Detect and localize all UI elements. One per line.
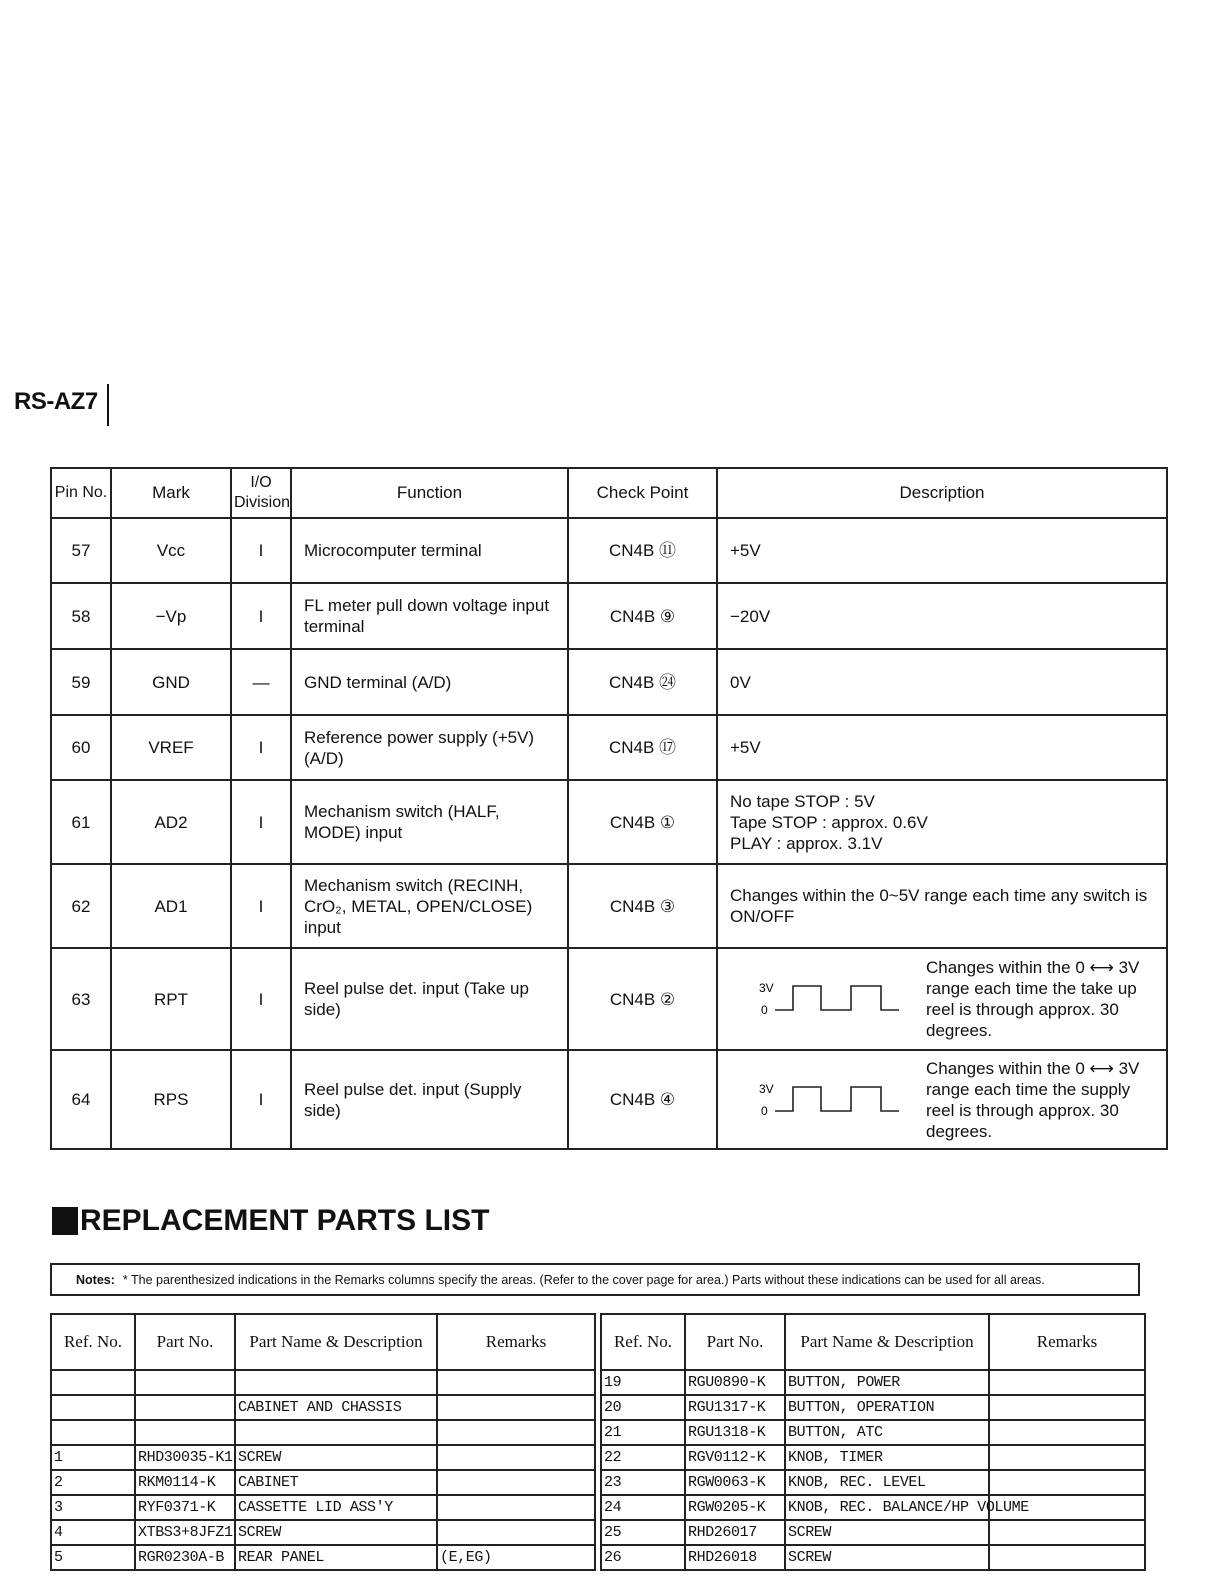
remarks bbox=[437, 1520, 595, 1545]
remarks bbox=[989, 1445, 1145, 1470]
pin-mark: AD2 bbox=[111, 780, 231, 864]
pin-description: Changes within the 0 ⟷ 3V range each time the supply reel is through approx. 30 degrees. bbox=[926, 1058, 1140, 1141]
table-row bbox=[51, 948, 1167, 1050]
pulse-waveform-diagram bbox=[730, 969, 920, 1029]
remarks bbox=[437, 1395, 595, 1420]
part-name: CABINET bbox=[235, 1470, 437, 1495]
table-row bbox=[51, 1520, 595, 1545]
pin-function-table bbox=[50, 467, 1168, 1150]
pin-description: +5V bbox=[717, 715, 1167, 780]
part-no: RGU0890-K bbox=[685, 1370, 785, 1395]
part-name: CASSETTE LID ASS'Y bbox=[235, 1495, 437, 1520]
pin-io: I bbox=[231, 715, 291, 780]
table-row bbox=[51, 780, 1167, 864]
table-row bbox=[51, 1420, 595, 1445]
pulse-wave bbox=[775, 1087, 899, 1111]
square-bullet-icon bbox=[52, 1207, 78, 1235]
pin-io: I bbox=[231, 948, 291, 1050]
pin-function: Mechanism switch (RECINH, CrO₂, METAL, OPEN/CLOSE) input bbox=[291, 864, 568, 948]
section-title-text: REPLACEMENT PARTS LIST bbox=[80, 1204, 490, 1237]
col-pin-no: Pin No. bbox=[51, 468, 111, 518]
pin-check-point: CN4B ④ bbox=[568, 1050, 717, 1149]
ref-no: 1 bbox=[51, 1445, 135, 1470]
header-divider bbox=[107, 384, 109, 426]
table-row bbox=[51, 1445, 595, 1470]
parts-table-left bbox=[50, 1313, 596, 1571]
wave-high-label: 3V bbox=[759, 981, 774, 995]
ref-no: 24 bbox=[601, 1495, 685, 1520]
pin-no: 60 bbox=[51, 715, 111, 780]
pin-check-point: CN4B ① bbox=[568, 780, 717, 864]
part-no: RGW0205-K bbox=[685, 1495, 785, 1520]
pin-io: I bbox=[231, 518, 291, 583]
part-name: KNOB, REC. LEVEL bbox=[785, 1470, 989, 1495]
pin-no: 64 bbox=[51, 1050, 111, 1149]
remarks: (E,EG) bbox=[437, 1545, 595, 1570]
part-no: RGU1318-K bbox=[685, 1420, 785, 1445]
part-name: REAR PANEL bbox=[235, 1545, 437, 1570]
part-no: RHD26018 bbox=[685, 1545, 785, 1570]
part-name: SCREW bbox=[785, 1545, 989, 1570]
pin-function: GND terminal (A/D) bbox=[291, 649, 568, 715]
col-part-name: Part Name & Description bbox=[785, 1314, 989, 1370]
part-no bbox=[135, 1420, 235, 1445]
notes-label: Notes: bbox=[76, 1272, 115, 1287]
table-row bbox=[51, 1470, 595, 1495]
pin-table-header bbox=[51, 468, 1167, 518]
pin-no: 58 bbox=[51, 583, 111, 649]
pin-description bbox=[717, 1050, 1167, 1149]
pin-io: I bbox=[231, 780, 291, 864]
remarks bbox=[989, 1545, 1145, 1570]
part-name bbox=[235, 1370, 437, 1395]
part-name: SCREW bbox=[235, 1520, 437, 1545]
description-line: PLAY : approx. 3.1V bbox=[730, 833, 883, 853]
ref-no: 20 bbox=[601, 1395, 685, 1420]
table-row bbox=[51, 1545, 595, 1570]
part-no: RHD30035-K1 bbox=[135, 1445, 235, 1470]
col-function: Function bbox=[291, 468, 568, 518]
ref-no: 25 bbox=[601, 1520, 685, 1545]
remarks bbox=[989, 1370, 1145, 1395]
pin-description: +5V bbox=[717, 518, 1167, 583]
ref-no: 22 bbox=[601, 1445, 685, 1470]
part-no bbox=[135, 1370, 235, 1395]
pin-io: I bbox=[231, 1050, 291, 1149]
table-row bbox=[601, 1420, 1145, 1445]
wave-high-label: 3V bbox=[759, 1081, 774, 1096]
table-row bbox=[51, 864, 1167, 948]
col-mark: Mark bbox=[111, 468, 231, 518]
remarks bbox=[437, 1445, 595, 1470]
pin-function: Reference power supply (+5V) (A/D) bbox=[291, 715, 568, 780]
pin-io: — bbox=[231, 649, 291, 715]
pin-check-point: CN4B ㉔ bbox=[568, 649, 717, 715]
pin-function: Reel pulse det. input (Take up side) bbox=[291, 948, 568, 1050]
table-row bbox=[51, 649, 1167, 715]
part-no: RGV0112-K bbox=[685, 1445, 785, 1470]
col-part-no: Part No. bbox=[135, 1314, 235, 1370]
table-row bbox=[601, 1470, 1145, 1495]
remarks bbox=[989, 1395, 1145, 1420]
pin-no: 59 bbox=[51, 649, 111, 715]
col-part-name: Part Name & Description bbox=[235, 1314, 437, 1370]
pin-io: I bbox=[231, 864, 291, 948]
ref-no: 23 bbox=[601, 1470, 685, 1495]
description-line: Tape STOP : approx. 0.6V bbox=[730, 812, 928, 832]
table-row bbox=[51, 518, 1167, 583]
ref-no bbox=[51, 1420, 135, 1445]
pin-no: 57 bbox=[51, 518, 111, 583]
remarks bbox=[437, 1370, 595, 1395]
pulse-waveform-diagram bbox=[730, 1070, 920, 1130]
part-no: RYF0371-K bbox=[135, 1495, 235, 1520]
ref-no: 4 bbox=[51, 1520, 135, 1545]
ref-no bbox=[51, 1370, 135, 1395]
col-ref-no: Ref. No. bbox=[601, 1314, 685, 1370]
pin-description: Changes within the 0 ⟷ 3V range each time the take up reel is through approx. 30 degrees. bbox=[926, 958, 1140, 1040]
part-name: SCREW bbox=[235, 1445, 437, 1470]
pin-check-point: CN4B ⑪ bbox=[568, 518, 717, 583]
pin-description bbox=[717, 780, 1167, 864]
remarks bbox=[989, 1520, 1145, 1545]
pin-mark: RPS bbox=[111, 1050, 231, 1149]
pin-no: 62 bbox=[51, 864, 111, 948]
section-title bbox=[52, 1204, 489, 1238]
part-no: RKM0114-K bbox=[135, 1470, 235, 1495]
col-remarks: Remarks bbox=[989, 1314, 1145, 1370]
pin-io: I bbox=[231, 583, 291, 649]
pin-mark: RPT bbox=[111, 948, 231, 1050]
parts-table-header bbox=[51, 1314, 595, 1370]
part-name: SCREW bbox=[785, 1520, 989, 1545]
part-name: KNOB, TIMER bbox=[785, 1445, 989, 1470]
part-no bbox=[135, 1395, 235, 1420]
remarks bbox=[989, 1420, 1145, 1445]
ref-no: 3 bbox=[51, 1495, 135, 1520]
table-row bbox=[51, 1395, 595, 1420]
table-row bbox=[601, 1370, 1145, 1395]
parts-table-right bbox=[600, 1313, 1146, 1571]
col-check-point: Check Point bbox=[568, 468, 717, 518]
ref-no: 2 bbox=[51, 1470, 135, 1495]
remarks bbox=[437, 1420, 595, 1445]
part-no: XTBS3+8JFZ1 bbox=[135, 1520, 235, 1545]
part-no: RGU1317-K bbox=[685, 1395, 785, 1420]
ref-no: 19 bbox=[601, 1370, 685, 1395]
pin-description: −20V bbox=[717, 583, 1167, 649]
pin-check-point: CN4B ② bbox=[568, 948, 717, 1050]
pulse-wave bbox=[775, 986, 899, 1010]
ref-no: 26 bbox=[601, 1545, 685, 1570]
table-row bbox=[51, 583, 1167, 649]
pin-check-point: CN4B ⑨ bbox=[568, 583, 717, 649]
pin-description: Changes within the 0~5V range each time any switch is ON/OFF bbox=[717, 864, 1167, 948]
part-name: CABINET AND CHASSIS bbox=[235, 1395, 437, 1420]
description-line: No tape STOP : 5V bbox=[730, 791, 875, 811]
pin-mark: AD1 bbox=[111, 864, 231, 948]
part-name: KNOB, REC. BALANCE/HP VOLUME bbox=[785, 1495, 989, 1520]
table-row bbox=[601, 1495, 1145, 1520]
table-row bbox=[51, 1370, 595, 1395]
part-no: RHD26017 bbox=[685, 1520, 785, 1545]
ref-no: 5 bbox=[51, 1545, 135, 1570]
remarks bbox=[437, 1495, 595, 1520]
table-row bbox=[51, 1495, 595, 1520]
pin-mark: −Vp bbox=[111, 583, 231, 649]
col-description: Description bbox=[717, 468, 1167, 518]
pin-check-point: CN4B ⑰ bbox=[568, 715, 717, 780]
part-name: BUTTON, OPERATION bbox=[785, 1395, 989, 1420]
pin-function: Mechanism switch (HALF, MODE) input bbox=[291, 780, 568, 864]
pin-no: 63 bbox=[51, 948, 111, 1050]
col-ref-no: Ref. No. bbox=[51, 1314, 135, 1370]
table-row bbox=[601, 1520, 1145, 1545]
table-row bbox=[51, 1050, 1167, 1149]
parts-table-header bbox=[601, 1314, 1145, 1370]
table-row bbox=[51, 715, 1167, 780]
part-no: RGR0230A-B bbox=[135, 1545, 235, 1570]
part-name: BUTTON, ATC bbox=[785, 1420, 989, 1445]
remarks bbox=[989, 1470, 1145, 1495]
pin-function: Microcomputer terminal bbox=[291, 518, 568, 583]
notes-box bbox=[50, 1263, 1140, 1296]
pin-function: FL meter pull down voltage input terminal bbox=[291, 583, 568, 649]
pin-mark: Vcc bbox=[111, 518, 231, 583]
model-number: RS-AZ7 bbox=[14, 388, 98, 415]
col-io-division: I/O Division bbox=[231, 468, 291, 518]
pin-no: 61 bbox=[51, 780, 111, 864]
ref-no bbox=[51, 1395, 135, 1420]
pin-description bbox=[717, 948, 1167, 1050]
notes-text: * The parenthesized indications in the Remarks columns specify the areas. (Refer to the cover page for area.) Parts without these indications can be used for all areas. bbox=[122, 1272, 1045, 1287]
table-row bbox=[601, 1545, 1145, 1570]
col-remarks: Remarks bbox=[437, 1314, 595, 1370]
pin-description: 0V bbox=[717, 649, 1167, 715]
table-row bbox=[601, 1445, 1145, 1470]
part-name: BUTTON, POWER bbox=[785, 1370, 989, 1395]
pin-mark: VREF bbox=[111, 715, 231, 780]
ref-no: 21 bbox=[601, 1420, 685, 1445]
pin-check-point: CN4B ③ bbox=[568, 864, 717, 948]
pin-function: Reel pulse det. input (Supply side) bbox=[291, 1050, 568, 1149]
remarks bbox=[437, 1470, 595, 1495]
pin-mark: GND bbox=[111, 649, 231, 715]
table-row bbox=[601, 1395, 1145, 1420]
wave-low-label: 0 bbox=[761, 1103, 768, 1118]
col-part-no: Part No. bbox=[685, 1314, 785, 1370]
part-name bbox=[235, 1420, 437, 1445]
part-no: RGW0063-K bbox=[685, 1470, 785, 1495]
wave-low-label: 0 bbox=[761, 1003, 768, 1017]
